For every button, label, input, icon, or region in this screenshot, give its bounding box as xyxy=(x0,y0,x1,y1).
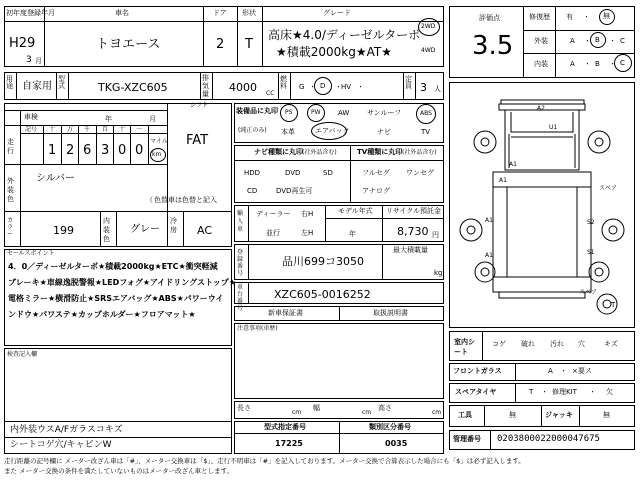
owner-manual: 取扱説明書 xyxy=(373,309,408,317)
handle-dealer: ディーラー xyxy=(256,210,291,218)
navi-sub-label: (社外品含む) xyxy=(302,149,337,156)
jack-value: 無 xyxy=(603,411,610,419)
sales-point-line: 4．0／ディーゼルターボ★積載2000kg★ETC★衝突軽減 xyxy=(8,262,218,271)
length-label: 長さ xyxy=(237,404,251,412)
digit-label-10m: 十 xyxy=(49,126,56,133)
diagram-mark: S1 xyxy=(587,249,595,256)
max-load-unit: kg xyxy=(434,269,443,277)
diagram-mark: A2 xyxy=(537,105,545,112)
spare-tire-label: スペアタイヤ xyxy=(455,388,497,396)
seat-burn: コゲ xyxy=(492,340,506,348)
model-label: 型式 xyxy=(58,75,65,90)
interior-grade-b: B xyxy=(595,60,600,68)
door-label: ドア xyxy=(213,9,227,17)
navi-dvd: DVD xyxy=(285,169,301,177)
tv-label: TV種類に丸印 xyxy=(357,148,403,156)
seat-label: 室内シート xyxy=(454,338,475,356)
interior-color-label: 内装色 xyxy=(103,217,110,243)
handle-right: 右H xyxy=(301,210,314,218)
sales-point-label: セールスポイント xyxy=(7,250,55,257)
inspector-label: 検査記入欄 xyxy=(7,351,38,358)
reg-year-label: 初年度登録年月 xyxy=(6,9,55,17)
diagram-mark: スペア xyxy=(579,289,598,296)
mileage-digit: 3 xyxy=(101,143,110,158)
equipment-sunroof: サンルーフ xyxy=(367,109,402,117)
displacement-value: 4000 xyxy=(229,81,257,94)
navi-sd: SD xyxy=(323,169,333,177)
interior-grade-c: C xyxy=(620,59,625,67)
km-label: km xyxy=(152,151,162,158)
ac-label: 冷房 xyxy=(170,217,177,234)
color-change-note: 色替車は色替と記入 xyxy=(154,196,217,204)
footer-note-2: また メーター交換の条件を満たしていないものはメーター改ざん車とします。 xyxy=(4,467,234,475)
model-year-unit: 年 xyxy=(349,230,356,238)
width-label: 幅 xyxy=(313,404,320,412)
handle-parallel: 並行 xyxy=(266,229,280,237)
sales-point-line: ブレーキ★車線逸脱警報★LEDフォグ★アイドリングストップ★ xyxy=(8,278,236,287)
grade-line-2: ★積載2000kg★AT★ xyxy=(276,45,392,59)
height-label: 高さ xyxy=(378,404,392,412)
digit-label-1: 一 xyxy=(136,126,143,133)
drive-2wd: 2WD xyxy=(421,23,436,30)
grade-label: グレード xyxy=(323,9,351,17)
model-value: TKG-XZC605 xyxy=(98,81,168,94)
mileage-digit: 0 xyxy=(135,143,144,158)
row2-frame xyxy=(4,72,444,100)
drive-4wd: 4WD xyxy=(421,47,436,54)
sales-point-line: ンドウ★パワステ★カップホルダー★フロアマット★ xyxy=(8,310,196,319)
car-name: トヨエース xyxy=(96,37,161,52)
cc-unit: CC xyxy=(266,90,275,97)
notes-label: 注意事項(車歴) xyxy=(237,325,278,332)
seats-unit: 人 xyxy=(434,85,441,93)
height-unit: cm xyxy=(432,409,442,416)
footer-note-1: 走行距離の記号欄に メーター改ざん車は「#」、メーター交換車は「$」、走行不明車は「#」を記入しております。メーター交換で合算表示した場合にも「$」は必ず記入します。 xyxy=(4,457,525,465)
registration-value: 品川699コ3050 xyxy=(282,255,364,268)
shift-value: FAT xyxy=(186,133,209,148)
seats-value: 3 xyxy=(420,81,427,94)
diagram-mark: A1 xyxy=(509,161,517,168)
chassis-label: 車台番号 xyxy=(237,284,244,312)
width-unit: cm xyxy=(362,409,372,416)
tools-value: 無 xyxy=(509,411,516,419)
diagram-mark: A1 xyxy=(499,177,507,184)
tv-analog: アナログ xyxy=(362,187,390,195)
equipment-pw: PW xyxy=(311,109,321,116)
equipment-tv: TV xyxy=(421,128,431,136)
exterior-color-value: シルバー xyxy=(36,173,76,184)
navi-label: ナビ種類に丸印 xyxy=(254,148,303,156)
interior-color-value: グレー xyxy=(130,224,160,235)
diagram-mark: T xyxy=(611,301,616,309)
diagram-mark: A1 xyxy=(485,217,493,224)
digit-label-10: 十 xyxy=(119,126,126,133)
mileage-label: 走行 xyxy=(7,138,14,155)
reg-month: 3 xyxy=(26,55,32,65)
diagram-mark: U1 xyxy=(549,124,558,131)
spare-tire-kit: 修理KIT xyxy=(552,388,577,396)
type-designation-label: 型式指定番号 xyxy=(264,423,306,431)
digit-label-1k: 千 xyxy=(84,126,91,133)
diagram-mark: S2 xyxy=(587,219,595,226)
repair-yes: 有 xyxy=(566,13,573,21)
displacement-label: 排気量 xyxy=(202,74,209,98)
mileage-digit: 6 xyxy=(83,143,92,158)
exterior-grade-a: A xyxy=(570,37,575,45)
jack-label: ジャッキ xyxy=(545,411,573,419)
use-label: 用途 xyxy=(6,75,13,90)
door-count: 2 xyxy=(216,37,225,52)
shape-label: 形状 xyxy=(242,9,256,17)
recycle-value: 8,730 xyxy=(397,225,429,238)
color-code-value: 199 xyxy=(53,224,74,237)
inspector-frame xyxy=(4,348,232,454)
spare-tire-t: T xyxy=(529,388,534,396)
interior-label: 内装 xyxy=(534,60,548,68)
exterior-grade-b: B xyxy=(595,36,600,44)
management-label: 管理番号 xyxy=(453,435,481,443)
ac-value: AC xyxy=(197,224,213,237)
chassis-value: XZC605-0016252 xyxy=(274,288,371,301)
new-car-warranty: 新車保証書 xyxy=(268,309,303,317)
seat-hole: 穴 xyxy=(578,340,585,348)
shift-label: シフト xyxy=(190,102,209,109)
front-glass-x: ×要ス xyxy=(572,367,592,375)
inspection-year-unit: 年 xyxy=(105,115,112,123)
front-glass-label: フロントガラス xyxy=(453,367,502,375)
reg-era-year: H29 xyxy=(9,36,36,51)
sales-point-line: 電格ミラー★横滑防止★SRSエアバッグ★ABS★パワーウイ xyxy=(8,294,224,303)
mileage-record-label: 記号 xyxy=(25,126,38,133)
handle-left: 左H xyxy=(301,229,314,237)
equipment-leather: 本革 xyxy=(281,128,295,136)
fuel-d: D xyxy=(320,82,326,90)
tv-oneseg: ワンセグ xyxy=(406,169,434,177)
interior-grade-a: A xyxy=(570,60,575,68)
digit-label-10k: 万 xyxy=(67,126,74,133)
mileage-digit: 0 xyxy=(118,143,127,158)
notes-frame xyxy=(234,323,444,399)
diagram-mark: スペア xyxy=(599,185,618,192)
length-unit: cm xyxy=(292,409,302,416)
shape-value: T xyxy=(245,37,253,52)
use-value: 自家用 xyxy=(22,81,52,92)
tv-fullseg: フルセグ xyxy=(362,169,390,177)
navi-cd: CD xyxy=(247,187,258,195)
seat-tear: 破れ xyxy=(521,340,535,348)
mileage-digit: 1 xyxy=(48,143,57,158)
import-label: 輸入車 xyxy=(237,210,244,233)
seat-scratch: キズ xyxy=(604,340,618,348)
equipment-aw: AW xyxy=(338,109,350,117)
car-diagram xyxy=(449,82,635,328)
spare-tire-none: 欠 xyxy=(606,388,613,396)
navi-hdd: HDD xyxy=(244,169,261,177)
dimensions-frame xyxy=(234,401,444,419)
navi-dvd-playback: DVD再生可 xyxy=(276,187,313,195)
recycle-label: リサイクル預託金 xyxy=(386,207,442,215)
digit-label-100: 百 xyxy=(102,126,109,133)
exterior-label: 外装 xyxy=(534,37,548,45)
repair-no: 無 xyxy=(603,12,610,20)
score-label: 評価点 xyxy=(479,14,500,22)
exterior-grade-c: C xyxy=(620,37,625,45)
exterior-color-label: 外装色 xyxy=(7,177,14,203)
mile-label: マイル xyxy=(150,138,168,145)
inspector-line: シートコゲ穴/キャビンW xyxy=(10,440,112,450)
equipment-label: 装備品に丸印 xyxy=(236,107,278,115)
equipment-navi: ナビ xyxy=(377,128,391,136)
fuel-g: G xyxy=(299,83,305,91)
fuel-label: 燃料 xyxy=(280,75,287,90)
inspection-month-unit: 月 xyxy=(149,115,156,123)
registration-label: 登録番号 xyxy=(237,249,244,277)
category-value: 0035 xyxy=(385,439,408,448)
equipment-airbag: エアバック xyxy=(315,127,350,135)
inspector-line: 内外装ウスA/Fガラスコキズ xyxy=(10,425,123,435)
type-designation-value: 17225 xyxy=(275,439,303,448)
tv-sub-label: (社外品含む) xyxy=(402,149,437,156)
model-year-label: モデル年式 xyxy=(338,207,373,215)
color-code-label: カラー xyxy=(7,217,14,238)
fuel-hv: HV xyxy=(341,83,352,91)
equipment-sub-label: (純正のみ) xyxy=(238,127,267,134)
mileage-digit: 2 xyxy=(66,143,75,158)
diagram-mark: A1 xyxy=(485,252,493,259)
score-value: 3.5 xyxy=(472,31,514,61)
repair-label: 修復歴 xyxy=(529,13,550,21)
month-unit: 月 xyxy=(35,57,42,65)
tools-label: 工具 xyxy=(458,411,472,419)
inspection-label: 車検 xyxy=(24,113,38,121)
equipment-abs: ABS xyxy=(420,110,432,117)
category-label: 類別区分番号 xyxy=(369,423,411,431)
seats-label: 定員 xyxy=(405,75,412,90)
management-value: 0203800022000047675 xyxy=(497,434,600,444)
recycle-yen: 円 xyxy=(432,231,439,239)
car-name-label: 車名 xyxy=(115,9,129,17)
equipment-ps: PS xyxy=(285,109,293,116)
grade-line-1: 高床★4.0/ディーゼルターボ xyxy=(268,28,421,42)
max-load-label: 最大積載量 xyxy=(393,246,428,254)
seat-stain: 汚れ xyxy=(550,340,564,348)
front-glass-a: A xyxy=(548,367,553,375)
